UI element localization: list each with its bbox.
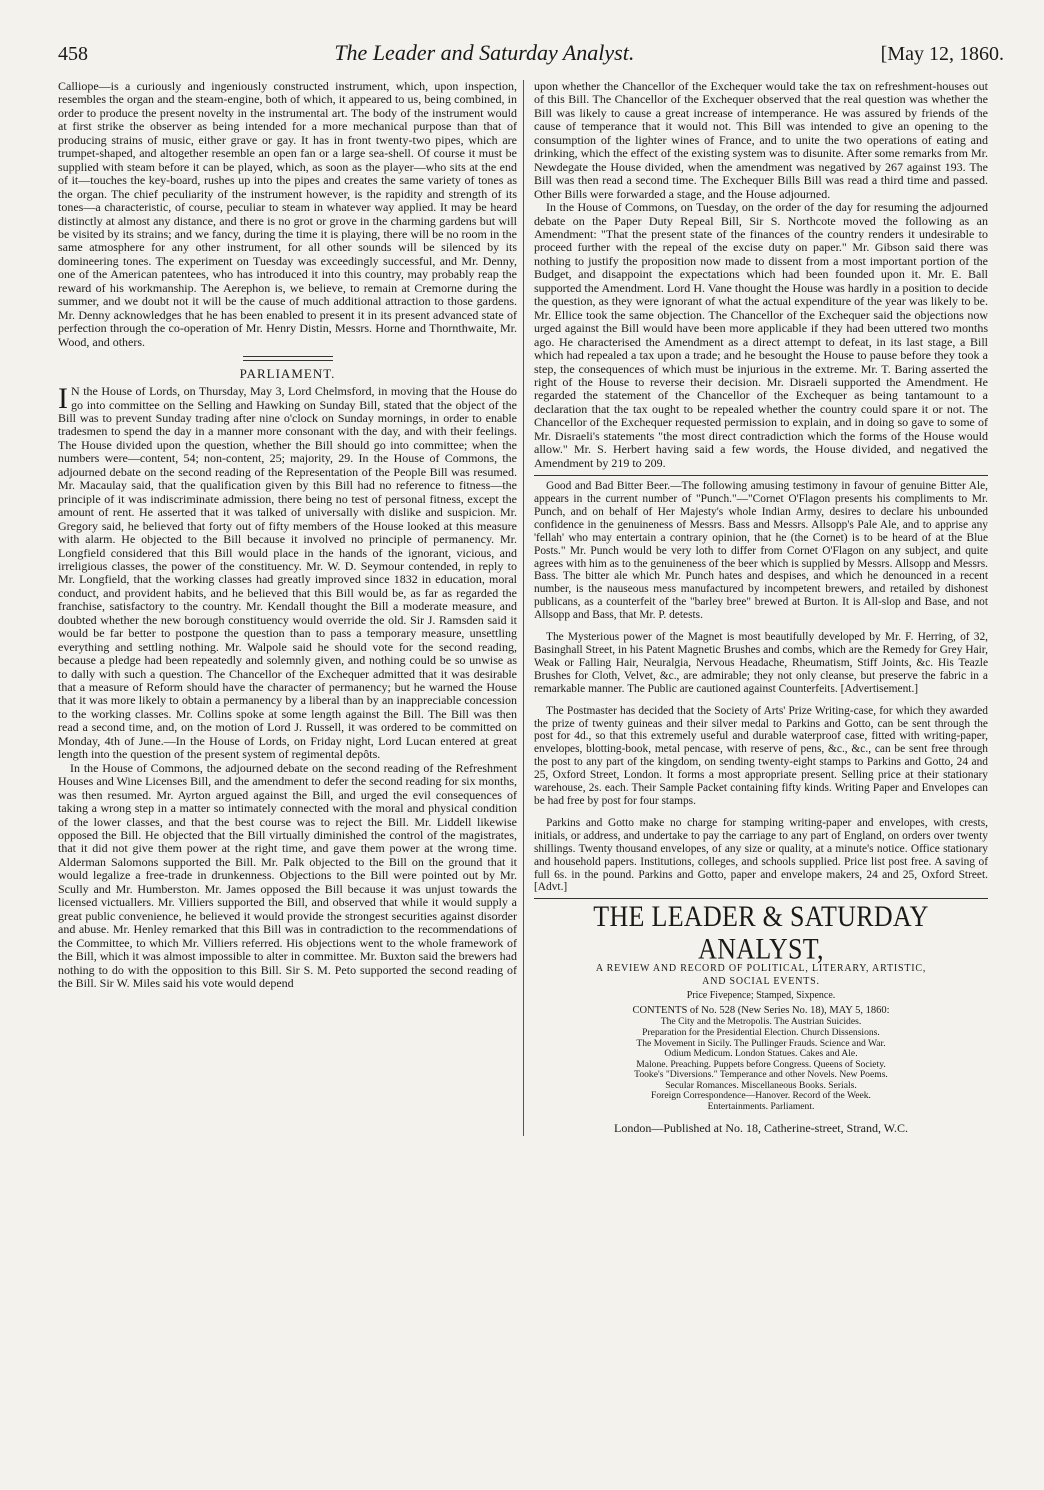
contents-line: Entertainments. Parliament. [707,1101,815,1113]
parliament-paragraph-1-text: N the House of Lords, on Thursday, May 3, Lord Chelmsford, in moving that the House do go into committee on the Selling and Hawking on Sunday Bill, stated that the object of the Bill was to prevent Sunday trading after nine o'clock on Sunday mornings, in order to enable tradesmen to spend the day in a manner more consonant with the day, and with their feelings. The House divided upon the question, whether the Bill should go into committee; when the numbers were—content, 54; non-content, 25; majority, 29. In the House of Commons, the adjourned debate on the second reading of the Representation of the People Bill was resumed. Mr. Macaulay said, that the qualification given by this Bill had no reference to fitness—the principle of it was indiscriminate admission, there being no test of personal fitness, except the amount of rent. He asserted that it was talked of universally with dislike and suspicion. Mr. Gregory said, he believed that forty out of fifty members of the House looked at this measure with alarm. He objected to the Bill because it involved no principle of permanency. Mr. Longfield considered that this Bill would place in the hands of the ignorant, vicious, and irreligious classes, the power of the constituency. Mr. W. D. Seymour contended, in reply to Mr. Longfield, that the working classes had greatly improved since 1832 in education, moral conduct, and provident habits, and he believed that this Bill would be, as far as regarded the franchise, satisfactory to the country. Mr. Kendall thought the Bill a moderate measure, and doubted whether the new borough constituency would override the old. Sir J. Ramsden said it would be far better to postpone the question than to pass a temporary measure, unsettling everything and settling nothing. Mr. Walpole said he should vote for the second reading, because a pledge had been repeatedly and solemnly given, and nothing could be so unwise as to dally with such a question. The Chancellor of the Exchequer admitted that it was desirable that a measure of Reform should have the character of permanency; but he warned the House that it was more likely to obtain a permanency by a liberal than by an inappreciable concession to the working classes. Mr. Collins spoke at some length against the Bill. The Bill was then read a second time, and, on the motion of Lord J. Russell, it was ordered to be committed on Monday, 4th of June.—In the House of Lords, on Friday night, Lord Lucan entered at great length into the question of the present system of regimental depôts. [58,384,517,762]
running-title: The Leader and Saturday Analyst. [334,40,635,65]
page-header [58,40,1004,72]
advert-postmaster-text: The Postmaster has decided that the Society of Arts' Prize Writing-case, for which they awarded the prize of twenty guineas and their silver medal to Parkins and Gotto, can be sent through the post for 4d., so that this extremely useful and durable waterproof case, fitted with writing-paper, envelopes, blotting-book, metal pencase, with reserve of pens, &c., &c., can be sent free through the post to any part of the kingdom, on sending twenty-eight stamps to Parkins and Gotto, 24 and 25, Oxford Street, London. It forms a most appropriate present. Selling price at their stationary warehouse, 2s. each. Their Sample Packet containing fifty kinds. Writing Paper and Envelopes can be had free by post for four stamps. [534,704,988,807]
calliope-paragraph: Calliope—is a curiously and ingeniously constructed instrument, which, upon inspection, resembles the organ and the steam-engine, both of which, it appeared to us, being combined, in order to produce the present novelty in the instrumental art. The body of the instrument would at first strike the observer as being intended for a more mechanical purpose than that of producing strains of music, either grave or gay. It has in front twenty-two pipes, which are trumpet-shaped, and altogether resemble an open fan or a large sea-shell. Of course it must be supplied with steam before it can be played, which, as soon as the player—who sits at the end of it—touches the key-board, rushes up into the pipes and creates the same variety of tones as the organ. The chief peculiarity of the instrument however, is the rapidity and strength of its tones—a characteristic, of course, peculiar to steam in whatever way applied. It may be heard distinctly at almost any distance, and there is no grot or grove in the charming gardens but will be visited by its strains; and we fancy, during the time it is playing, there will be no room in the same atmosphere for any other instrument, for all other sounds will be silenced by its domineering tones. The experiment on Tuesday was exceedingly successful, and Mr. Denny, one of the American patentees, who has introduced it into this country, may probably reap the reward of his workmanship. The Aerephon is, we believe, to remain at Cremorne during the summer, and we doubt not it will be the cause of much additional attraction to those gardens. Mr. Denny acknowledges that he has been enabled to present it in its present advanced state of perfection through the co-operation of Mr. Henry Distin, Messrs. Horne and Thornthwaite, Mr. Wood, and others. [58,79,517,349]
section-title-parliament: PARLIAMENT. [239,366,336,382]
contents-line: Malone. Preaching. Puppets before Congress. Queens of Society. [636,1058,886,1070]
contents-line: Foreign Correspondence—Hanover. Record of the Week. [651,1090,871,1102]
parliament-paragraph-2: In the House of Commons, the adjourned debate on the second reading of the Refreshment Houses and Wine Licenses Bill, and the amendment to defer the second reading for six months, was then resumed. Mr. Ayrton argued against the Bill, and urged the evil consequences of taking a wrong step in a matter so intimately connected with the moral and physical condition of the lower classes, and that the best course was to reject the Bill. Mr. Liddell likewise opposed the Bill. He objected that the Bill virtually diminished the control of the magistrates, that it did not give them power at the right time, and gave them power at the wrong time. Alderman Salomons supported the Bill. Mr. Palk objected to the Bill on the ground that it would legalize a free-trade in drunkenness. Objections to the Bill were pointed out by Mr. Scully and Mr. Humberston. Mr. James opposed the Bill because it was unjust towards the licensed victuallers. Mr. Villiers supported the Bill, and observed that while it would supply a great public convenience, he believed it would provide the strongest securities against disorder and abuse. Mr. Henley remarked that this Bill was in contradiction to the recommendations of the Committee, to which Mr. Villiers referred. His objections went to the whole framework of the Bill, which it was almost impossible to alter in committee. Mr. Buxton said the brewers had nothing to do with the opposition to this Bill. Sir S. M. Peto supported the second reading of the Bill. Sir W. Miles said his vote would depend [58,760,517,990]
leader-masthead-block [534,899,988,1135]
continuation-paragraph-1: upon whether the Chancellor of the Exchequer would take the tax on refreshment-houses out of this Bill. The Chancellor of the Exchequer observed that the real question was whether the Bill was likely to cause a great increase of intemperance. He was assured by friends of the cause of temperance that it would not. This Bill was intended to give an opening to the consumption of the lighter wines of France, and to unite the two operations of eating and drinking, which the effect of the existing system was to disunite. After some remarks from Mr. Newdegate the House divided, when the amendment was negatived by 267 against 193. The Bill was then read a second time. The Exchequer Bills Bill was read a third time and passed. Other Bills were forwarded a stage, and the House adjourned. [534,79,988,201]
advert-postmaster [534,705,988,808]
page-date: [May 12, 1860. [880,43,1004,65]
page-number: 458 [58,43,88,65]
contents-line: The Movement in Sicily. The Pullinger Frauds. Science and War. [636,1037,886,1049]
advert-parkins-gotto [534,817,988,894]
continuation-paragraph-2: In the House of Commons, on Tuesday, on the order of the day for resuming the adjourned debate on the Paper Duty Repeal Bill, Sir S. Northcote moved the following as an Amendment: "That the present state of the finances of the country renders it undesirable to proceed further with the repeal of the excise duty on paper." Mr. Gibson said there was nothing to justify the proposition now made to dissent from a most important portion of the Budget, and disappoint the expectations which had been founded upon it. Mr. E. Ball supported the Amendment. Lord H. Vane thought the House was hardly in a position to decide the question, as they were ignorant of what the actual expenditure of the year was likely to be. Mr. Ellice took the same objection. The Chancellor of the Exchequer said the objections now urged against the Bill would have been more applicable if they had been uttered two months ago. He characterised the Amendment as a direct attempt to defeat, in its last stage, a Bill which had repealed a tax upon a trade; and he besought the House to pause before they took a step, the consequences of which must be injurious in the extreme. Mr. T. Baring asserted the right of the House to reverse their decision. Mr. Disraeli supported the Amendment. He regarded the statement of the Chancellor of the Exchequer as being tantamount to a declaration that the tax ought to be repealed whether the country could spare it or not. The Chancellor of the Exchequer requested permission to explain, and in doing so gave to some of Mr. Disraeli's statements "the most direct contradiction which the forms of the House would allow." Mr. S. Herbert having said a few words, the House divided, and negatived the Amendment by 219 to 209. [534,200,988,470]
left-column [58,80,523,1136]
contents-list [534,1017,988,1112]
right-column [523,80,988,1136]
advert-parkins-gotto-text: Parkins and Gotto make no charge for stamping writing-paper and envelopes, with crests, initials, or address, and undertake to pay the carriage to any part of England, on orders over twenty shillings. Twenty thousand envelopes, of any size or quality, at a minute's notice. Office stationary and household papers. Institutions, colleges, and schools supplied. Price list post free. A saving of full 6s. in the pound. Parkins and Gotto, paper and envelope makers, 24 and 25, Oxford Street. [Advt.] [534,816,988,894]
leader-masthead-title: THE LEADER & SATURDAY ANALYST, [593,899,929,966]
drop-cap: I [58,382,68,416]
contents-line: Preparation for the Presidential Election. Church Dissensions. [642,1026,880,1038]
contents-line: Secular Romances. Miscellaneous Books. Serials. [665,1079,857,1091]
advert-magnet [534,631,988,696]
leader-masthead-subtitle-1: A REVIEW AND RECORD OF POLITICAL, LITERARY, ARTISTIC, [595,963,927,975]
parliament-paragraph-1 [58,382,517,762]
contents-line: The City and the Metropolis. The Austrian Suicides. [660,1016,862,1028]
contents-heading: CONTENTS of No. 528 (New Series No. 18), MAY 5, 1860: [632,1005,890,1017]
publisher-address: London—Published at No. 18, Catherine-street, Strand, W.C. [614,1120,908,1135]
advert-magnet-text: The Mysterious power of the Magnet is most beautifully developed by Mr. F. Herring, of 32, Basinghall Street, in his Patent Magnetic Brushes and combs, which are the Remedy for Grey Hair, Weak or Falling Hair, Neuralgia, Nervous Headache, Rheumatism, Stiff Joints, &c. His Teazle Brushes for Cloth, Velvet, &c., are admirable; they not only cleanse, but preserve the fabric in a remarkable manner. The Public are cautioned against Counterfeits. [Advertisement.] [534,631,988,695]
advert-bitter-beer [534,480,988,622]
contents-line: Odium Medicum. London Statues. Cakes and Ale. [664,1048,858,1060]
columns [58,80,1004,1136]
leader-price: Price Fivepence; Stamped, Sixpence. [686,990,836,1002]
advert-bitter-beer-text: Good and Bad Bitter Beer.—The following amusing testimony in favour of genuine Bitter Ale, appears in the current number of "Punch."—"Cornet O'Flagon presents his compliments to Mr. Punch, and on behalf of Her Majesty's whole Indian Army, desires to declare his unbounded confidence in the genuineness of Messrs. Bass and Messrs. Allsopp's Pale Ale, and to apprise any 'fellah' who may entertain a contrary opinion, that he (the Cornet) is to be heard of at the Blue Posts." Mr. Punch would be very loth to differ from Cornet O'Flagon on any subject, and quite agrees with him as to the genuineness of the beer which is supplied by Messrs. Allsopp and Messrs. Bass. The bitter ale which Mr. Punch hates and despises, and which he denounced in a recent number, is the nauseous mess manufactured by incompetent brewers, and retailed by dishonest publicans, as a counterfeit of the "barley bree" brewed at Burton. It is All-slop and Base, and not Allsopp and Bass, that Mr. P. detests. [534,480,988,622]
contents-line: Tooke's "Diversions." Temperance and other Novels. New Poems. [634,1069,888,1081]
section-divider [243,356,333,361]
advert-divider [534,475,988,476]
leader-masthead-subtitle-2: AND SOCIAL EVENTS. [702,976,820,988]
